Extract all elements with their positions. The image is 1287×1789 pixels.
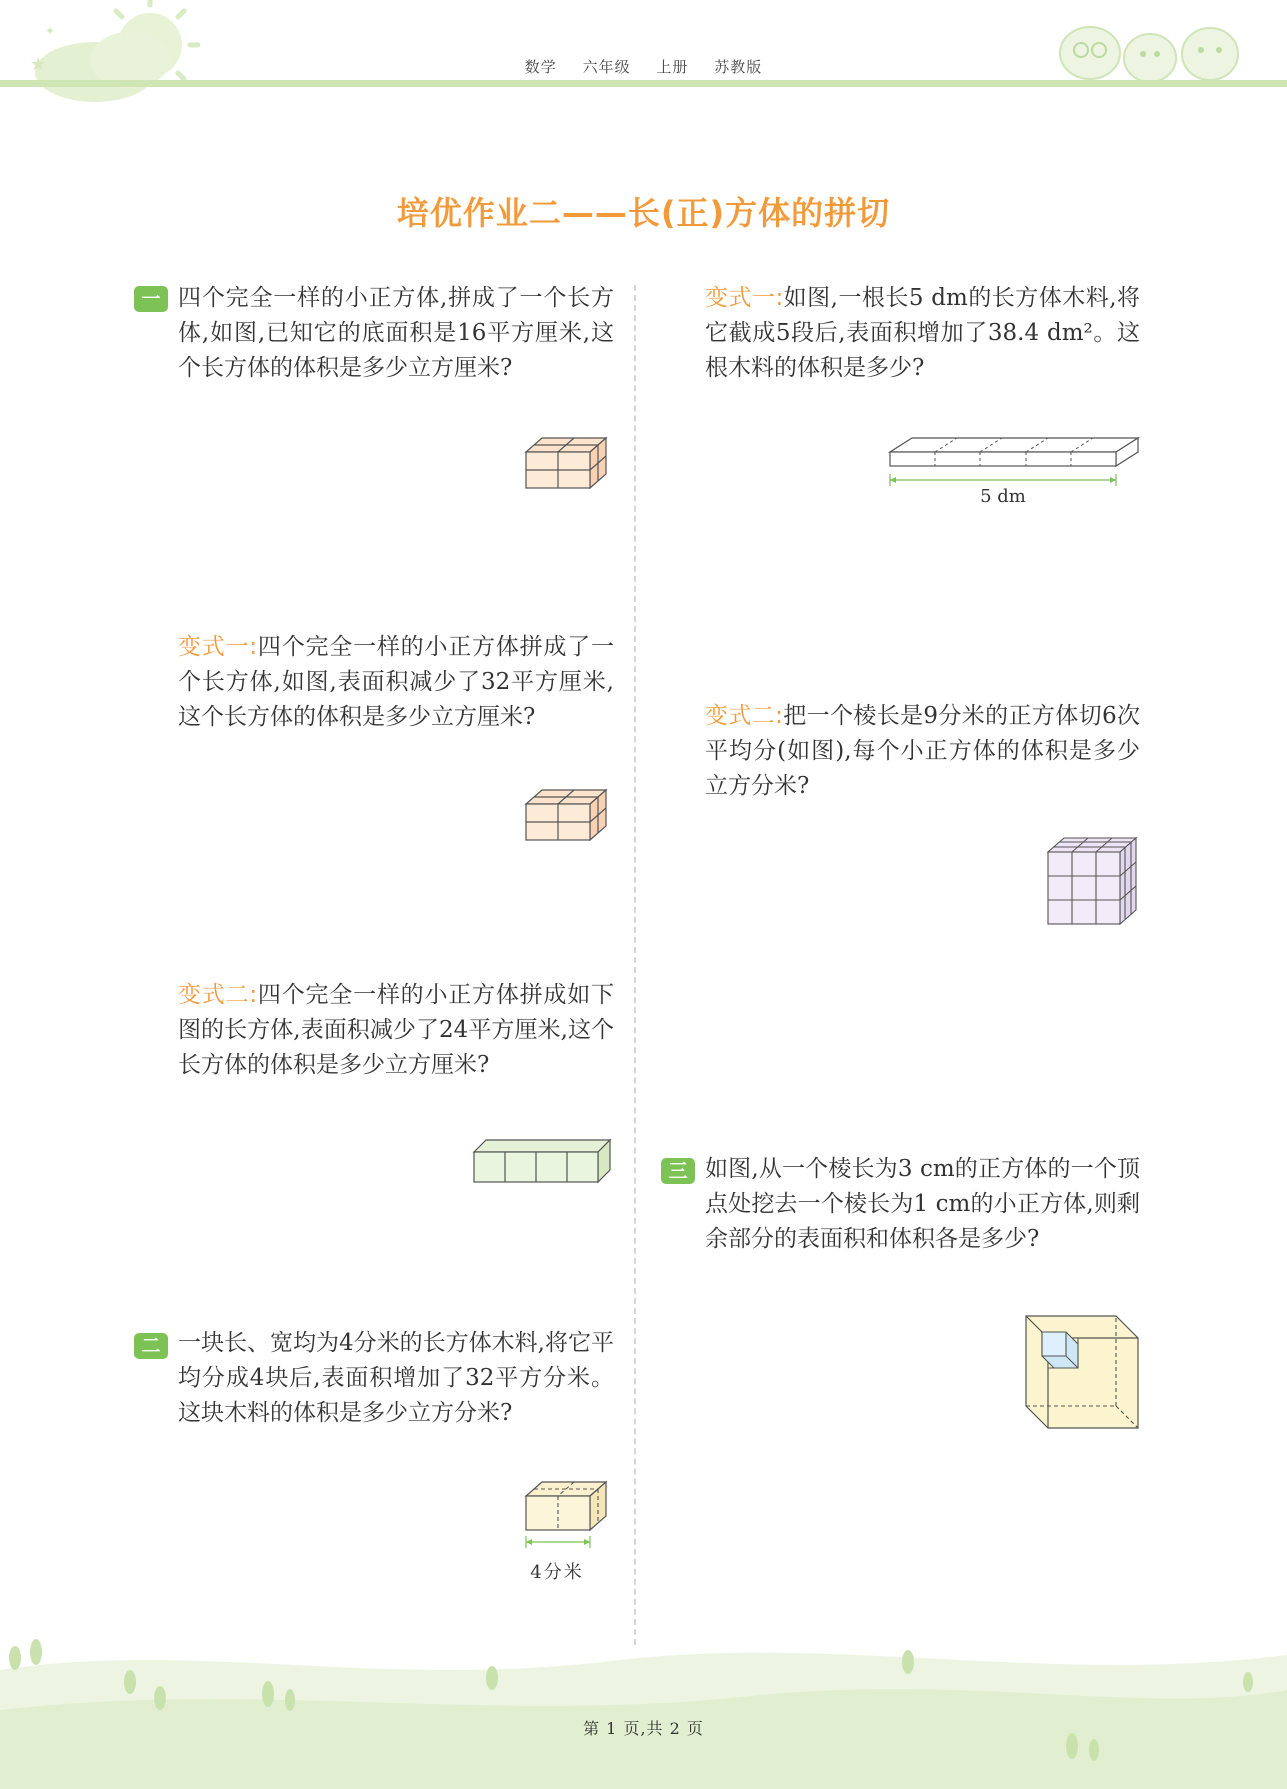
figure-cube-with-corner-removed xyxy=(1022,1312,1142,1432)
question-1-text: 四个完全一样的小正方体,拼成了一个长方体,如图,已知它的底面积是16平方厘米,这个长方体的体积是多少立方厘米? xyxy=(178,285,614,381)
header-volume: 上册 xyxy=(656,58,689,76)
variant-label: 变式二: xyxy=(705,703,783,729)
question-1-variant-1 xyxy=(178,630,614,735)
question-2-variant-2 xyxy=(705,699,1140,804)
question-2-variant-1 xyxy=(705,281,1140,386)
svg-text:★: ★ xyxy=(30,54,47,75)
variant-label: 变式二: xyxy=(178,982,258,1008)
footer-landscape xyxy=(0,1630,1287,1789)
header-subject: 数学 xyxy=(524,58,557,76)
question-2-text: 一块长、宽均为4分米的长方体木料,将它平均分成4块后,表面积增加了32平方分米。这块木料的体积是多少立方分米? xyxy=(178,1330,614,1426)
variant-text: 四个完全一样的小正方体拼成了一个长方体,如图,表面积减少了32平方厘米,这个长方体的体积是多少立方厘米? xyxy=(178,634,615,730)
question-1-variant-2 xyxy=(178,978,614,1083)
page-title: 培优作业二——长(正)方体的拼切 xyxy=(396,194,891,232)
column-divider xyxy=(634,285,636,1645)
figure-cube-3x3x3 xyxy=(1044,834,1142,930)
section-badge-2: 二 xyxy=(134,1333,168,1359)
figure-long-wood-bar xyxy=(886,432,1142,492)
figure-label-5dm: 5 dm xyxy=(980,486,1026,507)
figure-four-cubes-2x2-b xyxy=(520,784,614,846)
variant-label: 变式一: xyxy=(178,634,258,660)
header-grade: 六年级 xyxy=(582,58,631,76)
figure-four-cubes-row xyxy=(470,1136,614,1186)
header-decoration-sun-cloud xyxy=(0,0,200,110)
header-edition: 苏教版 xyxy=(714,58,763,76)
svg-text:✦: ✦ xyxy=(45,24,56,38)
figure-four-cubes-2x2-a xyxy=(520,432,614,494)
variant-text: 四个完全一样的小正方体拼成如下图的长方体,表面积减少了24平方厘米,这个长方体的体积是多少立方厘米? xyxy=(178,982,615,1078)
variant-text: 把一个棱长是9分米的正方体切6次平均分(如图),每个小正方体的体积是多少立方分米? xyxy=(705,703,1140,799)
question-3-text: 如图,从一个棱长为3 cm的正方体的一个顶点处挖去一个棱长为1 cm的小正方体,则剩余部分的表面积和体积各是多少? xyxy=(705,1156,1140,1252)
figure-label-4dm: 4分米 xyxy=(530,1562,584,1583)
variant-label: 变式一: xyxy=(705,285,784,311)
section-badge-3: 三 xyxy=(661,1158,695,1184)
section-badge-1: 一 xyxy=(134,286,168,312)
header-decoration-animals xyxy=(1055,18,1255,88)
header-band xyxy=(0,80,1287,87)
page-number: 第 1 页,共 2 页 xyxy=(583,1719,704,1738)
variant-text: 如图,一根长5 dm的长方体木料,将它截成5段后,表面积增加了38.4 dm²。这根木料的体积是多少? xyxy=(705,285,1140,381)
header-info xyxy=(0,56,1287,77)
